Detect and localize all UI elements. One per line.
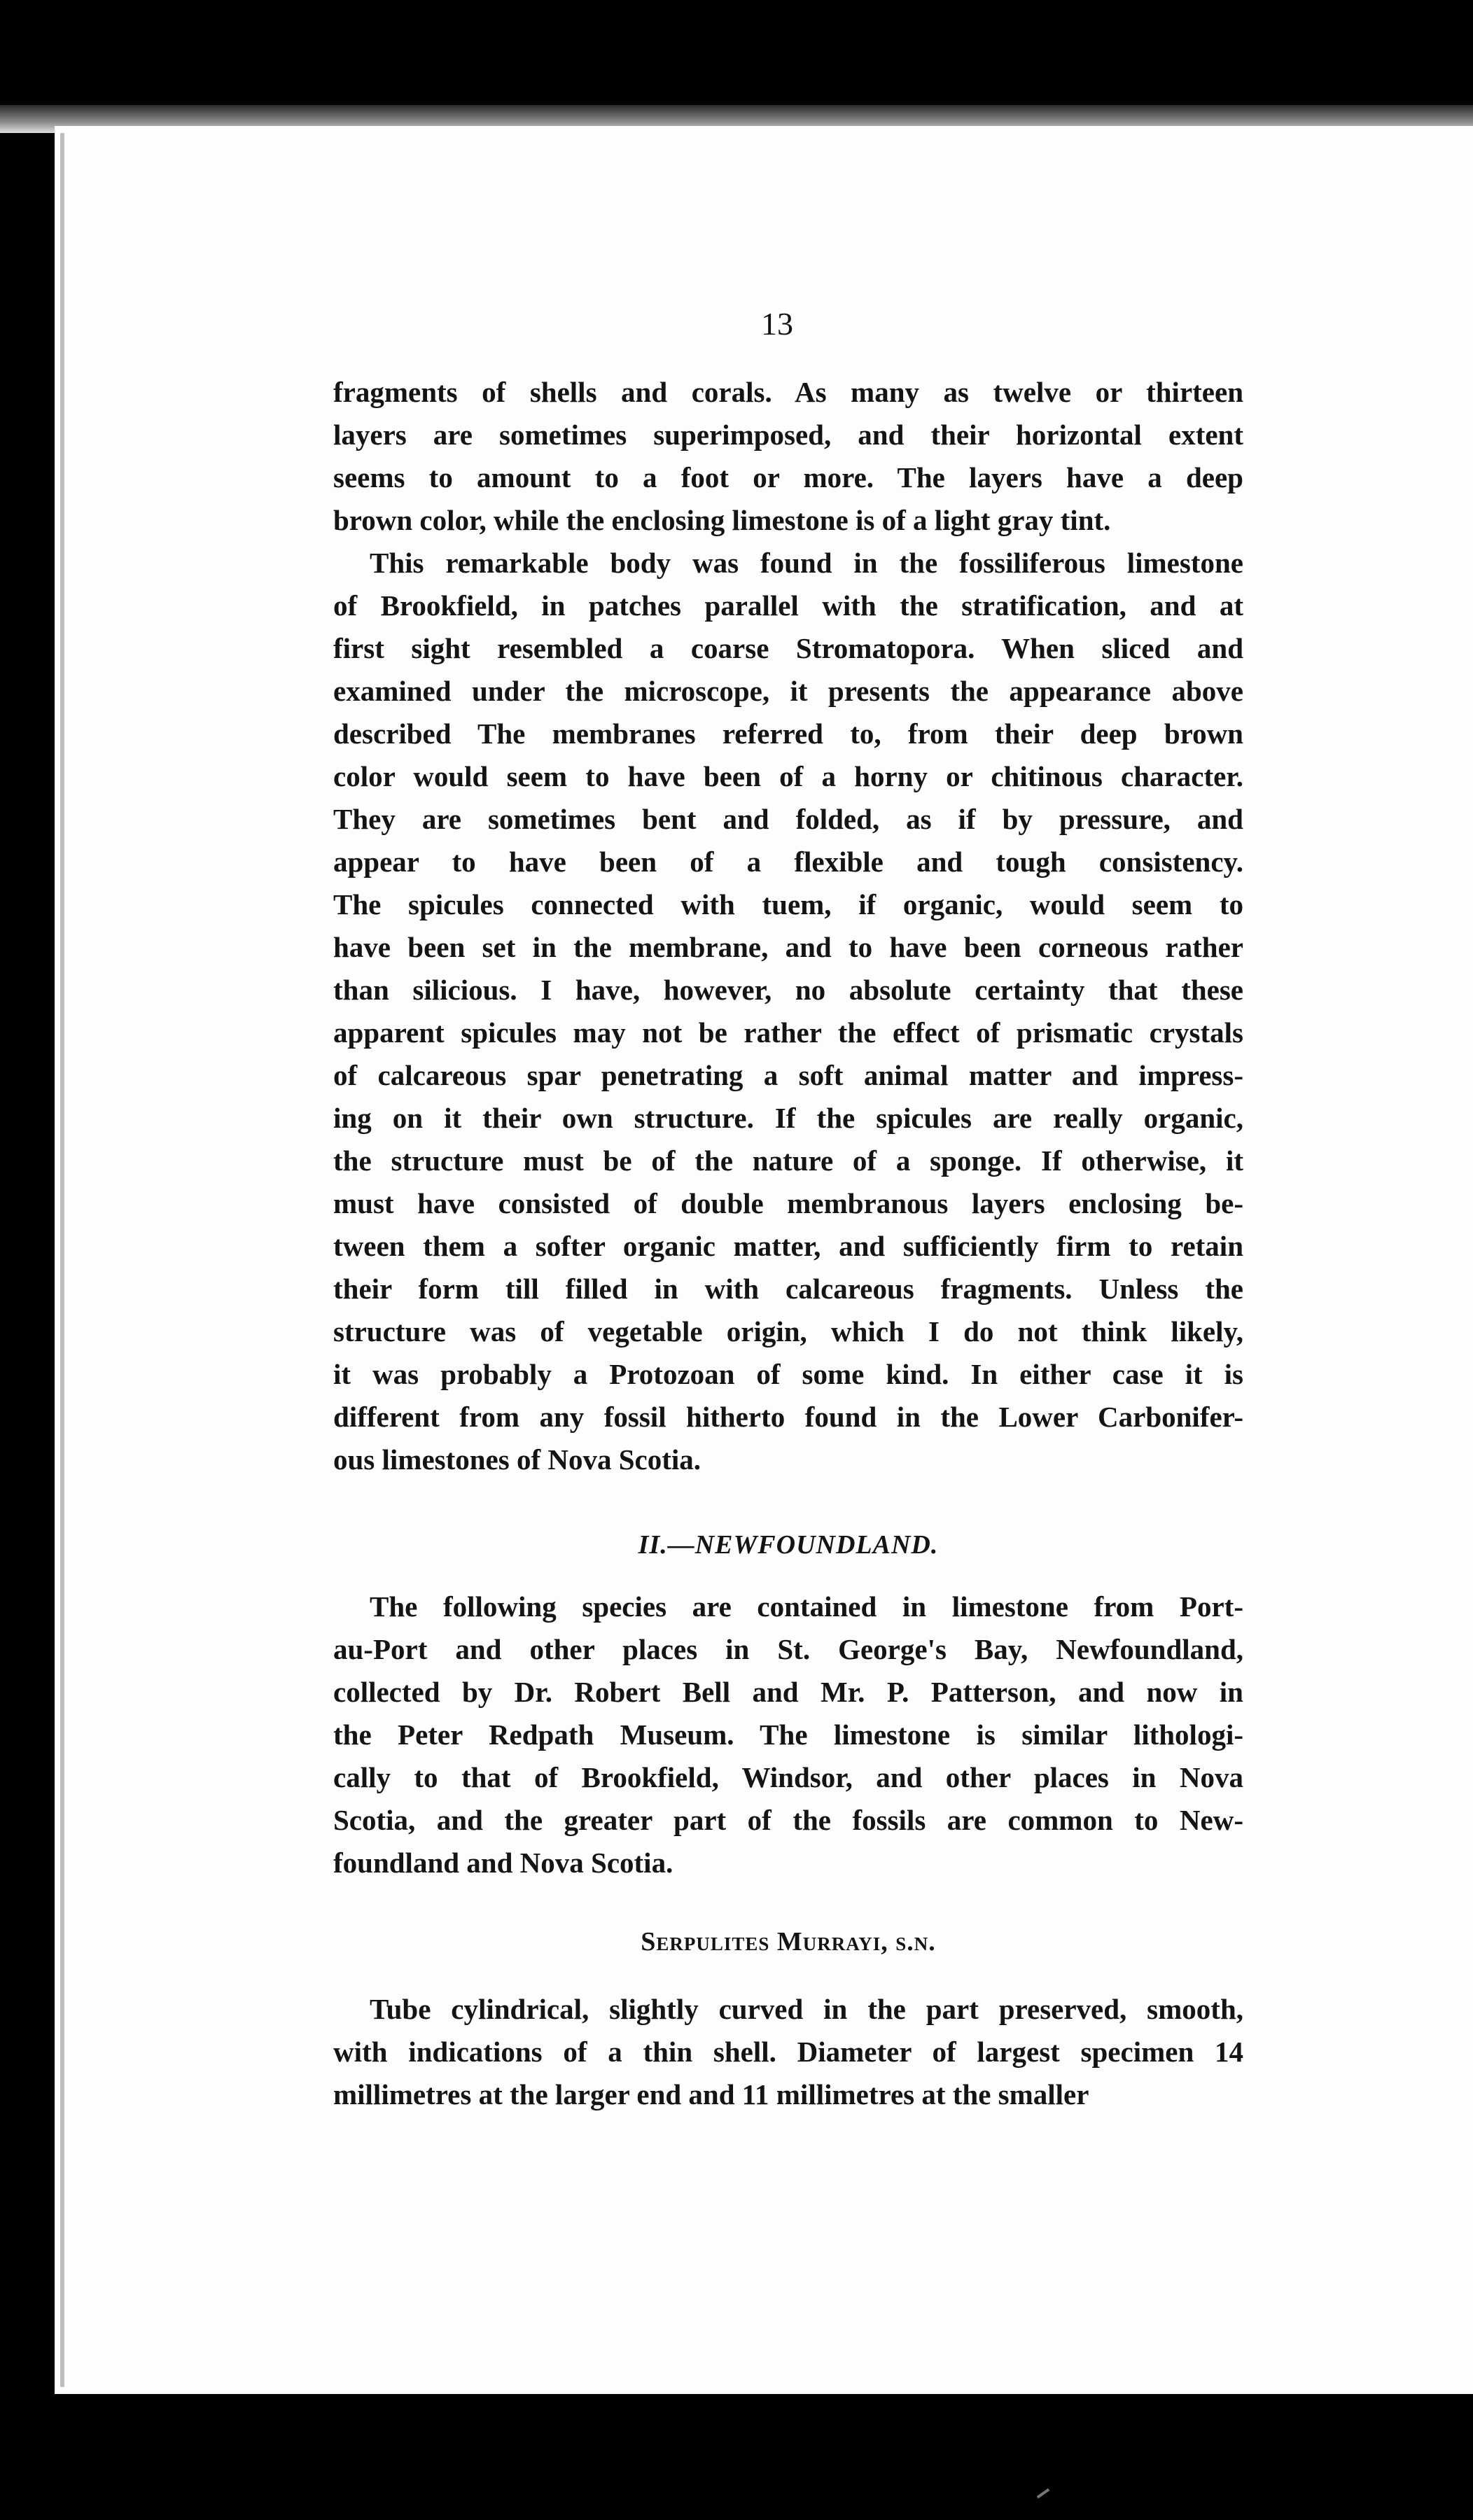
- text-line: described The membranes referred to, from their deep brown: [333, 718, 1243, 750]
- body-text-block-2: [333, 1586, 1243, 1884]
- text-line: appear to have been of a flexible and tough consistency.: [333, 846, 1243, 878]
- page-number: 13: [761, 306, 793, 342]
- text-line: examined under the microscope, it presents the appearance above: [333, 675, 1243, 707]
- paragraph: [333, 1586, 1243, 1884]
- page-bottom-edge: [0, 2394, 1473, 2520]
- species-heading: Serpulites Murrayi, s.n.: [641, 1927, 936, 1956]
- text-line: Tube cylindrical, slightly curved in the part preserved, smooth,: [370, 1993, 1243, 2025]
- text-line: with indications of a thin shell. Diameter of largest specimen 14: [333, 2036, 1243, 2068]
- text-line: apparent spicules may not be rather the effect of prismatic crystals: [333, 1016, 1243, 1049]
- text-line: the structure must be of the nature of a sponge. If otherwise, it: [333, 1144, 1243, 1177]
- text-line: ing on it their own structure. If the spicules are really organic,: [333, 1102, 1243, 1134]
- text-line: their form till filled in with calcareous fragments. Unless the: [333, 1273, 1243, 1305]
- text-line: cally to that of Brookfield, Windsor, and other places in Nova: [333, 1761, 1243, 1793]
- text-line: color would seem to have been of a horny or chitinous character.: [333, 760, 1243, 792]
- paragraph: [333, 542, 1243, 1481]
- text-line: than silicious. I have, however, no absolute certainty that these: [333, 974, 1243, 1006]
- text-line: the Peter Redpath Museum. The limestone is similar lithologi-: [333, 1718, 1243, 1751]
- paragraph: [333, 1988, 1243, 2116]
- text-line: fragments of shells and corals. As many as twelve or thirteen: [333, 376, 1243, 408]
- section-heading: II.—NEWFOUNDLAND.: [638, 1530, 939, 1560]
- text-line: This remarkable body was found in the fossiliferous limestone: [370, 547, 1243, 579]
- text-line: different from any fossil hitherto found in the Lower Carbonifer-: [333, 1401, 1243, 1433]
- body-text-block-3: [333, 1988, 1243, 2116]
- text-line: collected by Dr. Robert Bell and Mr. P. Patterson, and now in: [333, 1676, 1243, 1708]
- text-line: layers are sometimes superimposed, and their horizontal extent: [333, 419, 1243, 451]
- text-line: structure was of vegetable origin, which I do not think likely,: [333, 1315, 1243, 1348]
- body-text-block-1: [333, 371, 1243, 1481]
- text-line: must have consisted of double membranous layers enclosing be-: [333, 1187, 1243, 1219]
- text-line: The following species are contained in limestone from Port-: [370, 1590, 1243, 1623]
- text-line: They are sometimes bent and folded, as if by pressure, and: [333, 803, 1243, 835]
- text-line: first sight resembled a coarse Stromatopora. When sliced and: [333, 632, 1243, 664]
- text-line: have been set in the membrane, and to have been corneous rather: [333, 931, 1243, 963]
- page-spine-shadow: [60, 133, 64, 2387]
- text-line: millimetres at the larger end and 11 millimetres at the smaller: [333, 2078, 1089, 2110]
- text-line: Scotia, and the greater part of the fossils are common to New-: [333, 1804, 1243, 1836]
- paragraph: [333, 371, 1243, 542]
- text-line: of calcareous spar penetrating a soft animal matter and impress-: [333, 1059, 1243, 1091]
- text-line: The spicules connected with tuem, if organic, would seem to: [333, 888, 1243, 920]
- text-line: tween them a softer organic matter, and sufficiently firm to retain: [333, 1230, 1243, 1262]
- text-line: seems to amount to a foot or more. The layers have a deep: [333, 461, 1243, 493]
- text-line: of Brookfield, in patches parallel with the stratification, and at: [333, 589, 1243, 622]
- text-line: foundland and Nova Scotia.: [333, 1847, 673, 1879]
- text-line: ous limestones of Nova Scotia.: [333, 1443, 701, 1476]
- text-line: brown color, while the enclosing limestone is of a light gray tint.: [333, 504, 1111, 536]
- text-line: au-Port and other places in St. George's Bay, Newfoundland,: [333, 1633, 1243, 1665]
- text-line: it was probably a Protozoan of some kind. In either case it is: [333, 1358, 1243, 1390]
